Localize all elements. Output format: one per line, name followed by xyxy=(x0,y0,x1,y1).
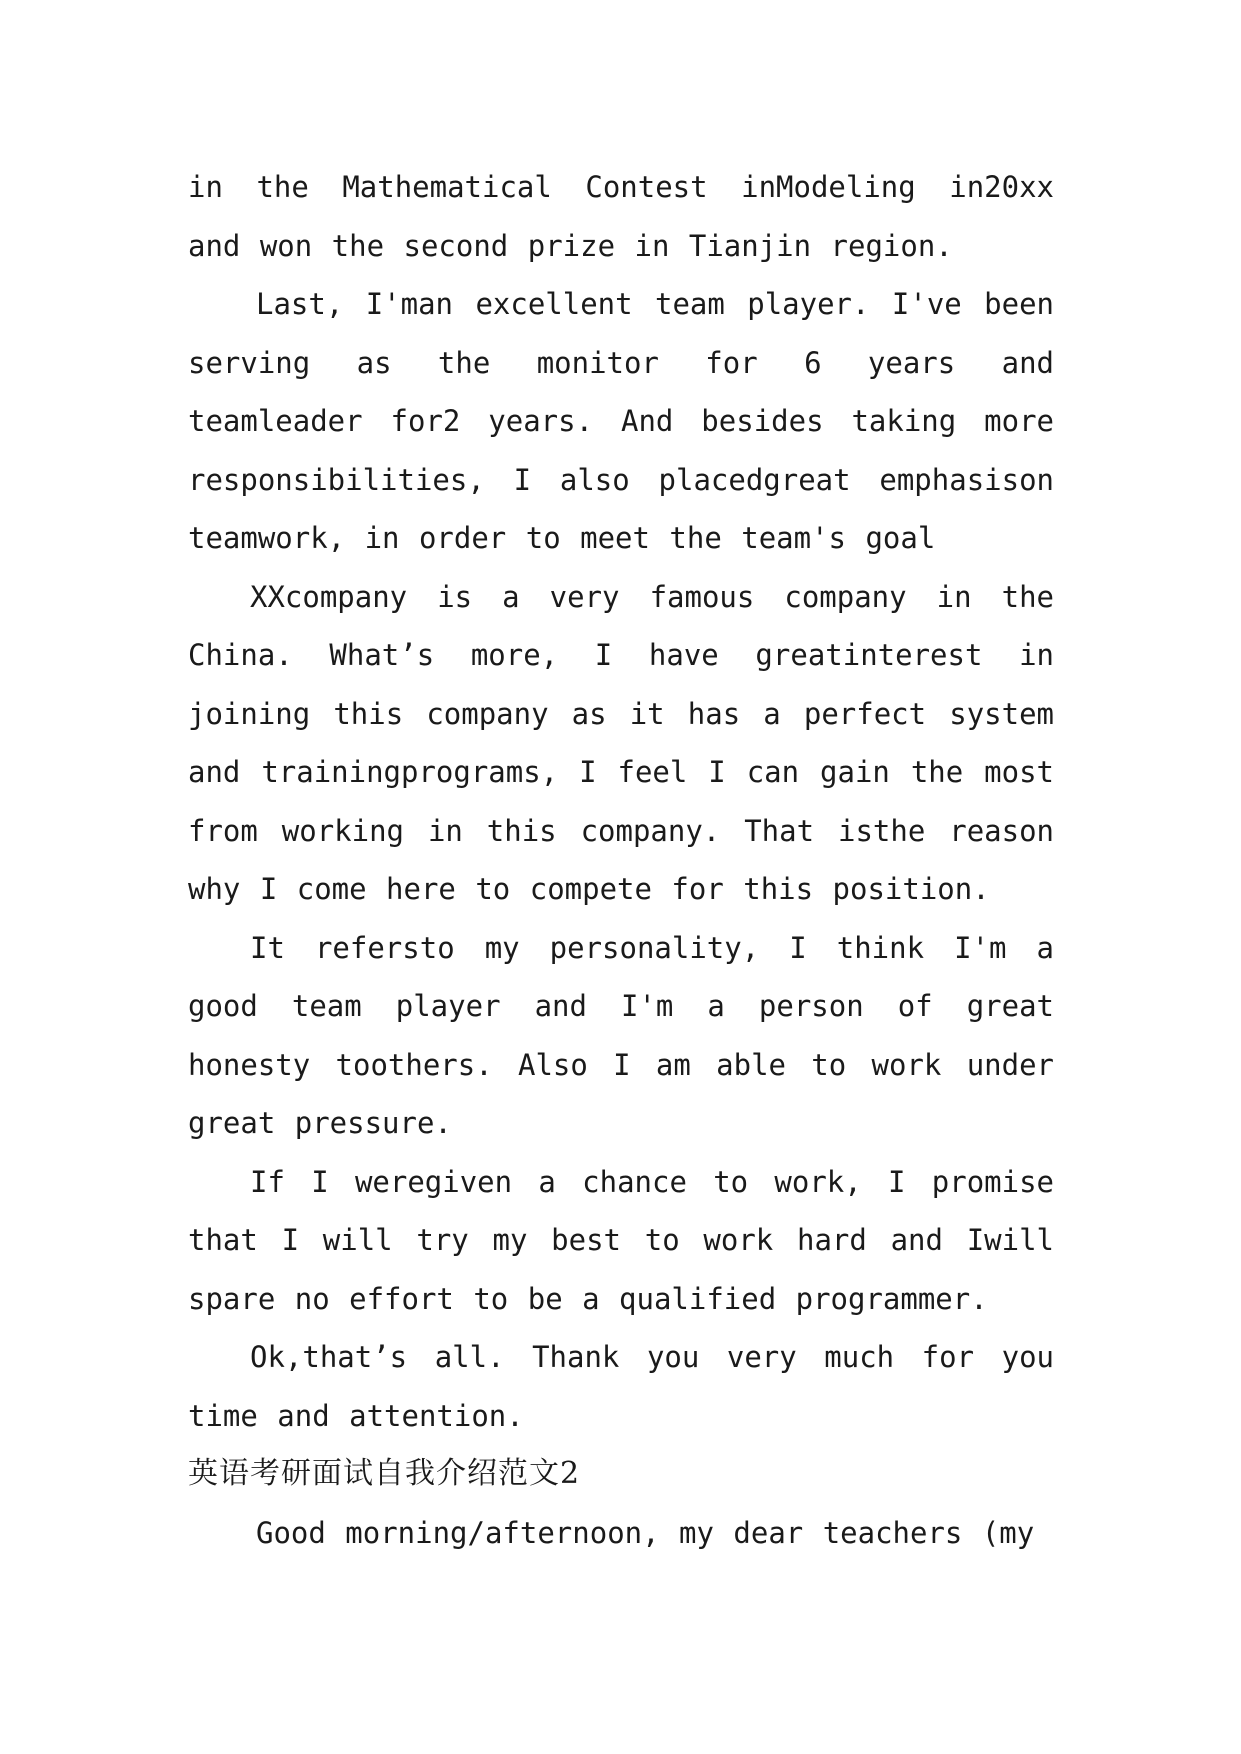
document-body xyxy=(188,158,1054,1562)
paragraph-team-player: Last, I'man excellent team player. I've been serving as the monitor for 6 years and teamleader for2 years. And besides taking more responsibilities, I also placedgreat emphasison teamwork, in order to meet the team's goal xyxy=(188,287,1054,555)
paragraph-personality: It refersto my personality, I think I'm a good team player and I'm a person of great honesty toothers. Also I am able to work under great pressure. xyxy=(188,930,1054,1140)
section-heading: 英语考研面试自我介绍范文2 xyxy=(188,1456,581,1491)
paragraph-closing: Ok,that’s all. Thank you very much for you time and attention. xyxy=(188,1340,1054,1433)
paragraph-promise: If I weregiven a chance to work, I promise that I will try my best to work hard and Iwill spare no effort to be a qualified programmer. xyxy=(188,1164,1054,1316)
paragraph-company: XXcompany is a very famous company in the China. What’s more, I have greatinterest in joining this company as it has a perfect system and trainingprograms, I feel I can gain the most from working in this company. That isthe reason why I come here to compete for this position. xyxy=(188,579,1054,906)
paragraph-greeting: Good morning/afternoon, my dear teachers (my xyxy=(256,1515,1035,1550)
paragraph-contest: in the Mathematical Contest inModeling in20xx and won the second prize in Tianjin region. xyxy=(188,170,1054,263)
